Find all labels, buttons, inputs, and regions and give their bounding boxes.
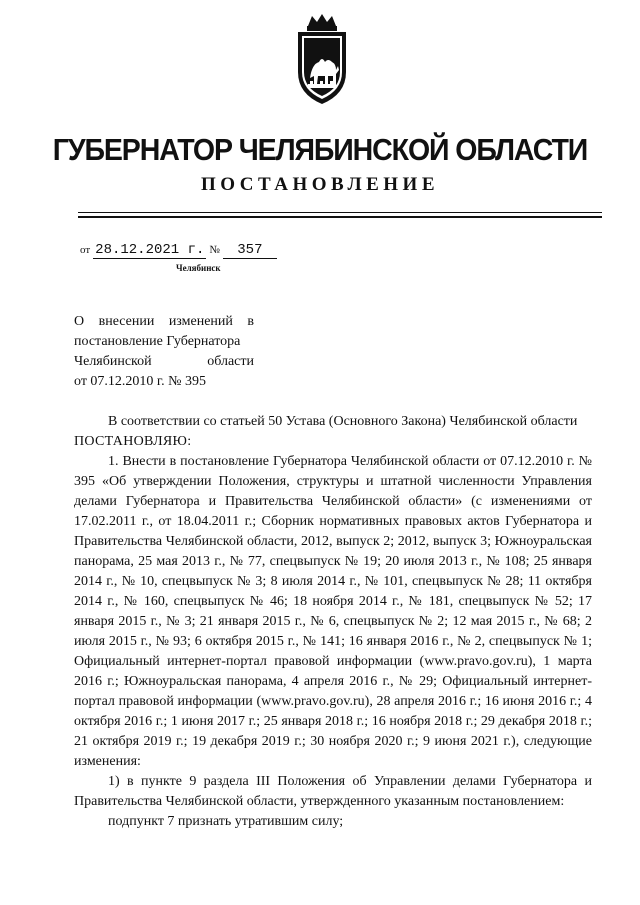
paragraph-subitem-1: 1) в пункте 9 раздела III Положения об Управлении делами Губернатора и Правительства Челябинской области, утвержденного указанным постановлением:: [74, 774, 592, 809]
subject-line: Челябинской области: [74, 354, 254, 369]
document-city: Челябинск: [176, 263, 221, 273]
subject-line: от 07.12.2010 г. № 395: [74, 374, 206, 389]
subject-line: постановление Губернатора: [74, 334, 241, 349]
header-divider-thin: [78, 212, 602, 213]
document-date: 28.12.2021 г.: [95, 242, 205, 258]
decree-heading: ПОСТАНОВЛЯЮ:: [74, 434, 192, 449]
subject-line: О внесении изменений в: [74, 314, 254, 329]
date-label: от: [80, 244, 91, 256]
document-meta: [80, 242, 277, 259]
emblem-icon: [292, 12, 352, 106]
document-body: [74, 412, 592, 832]
preamble: В соответствии со статьей 50 Устава (Основного Закона) Челябинской области: [108, 414, 578, 429]
document-title: ГУБЕРНАТОР ЧЕЛЯБИНСКОЙ ОБЛАСТИ: [52, 132, 588, 167]
document-subject: [74, 312, 254, 392]
paragraph-subsubitem: подпункт 7 признать утратившим силу;: [108, 814, 344, 829]
document-number: 357: [223, 242, 277, 259]
paragraph-item-1: 1. Внести в постановление Губернатора Челябинской области от 07.12.2010 г. № 395 «Об утверждении Положения, структуры и штатной численности Управления делами Губернатора и Правительства Челябинской области» (с изменениями от 17.02.2011 г., от 18.04.2011 г.; Сборник нормативных правовых актов Губернатора и Правительства Челябинской области, 2012, выпуск 2; 2012, выпуск 3; Южноуральская панорама, 25 мая 2013 г., № 77, спецвыпуск № 19; 20 июля 2013 г., № 108; 25 января 2014 г., № 10, спецвыпуск № 3; 8 июля 2014 г., № 101, спецвыпуск № 28; 11 октября 2014 г., № 160, спецвыпуск № 46; 18 ноября 2014 г., № 181, спецвыпуск № 52; 17 января 2015 г., № 3; 21 января 2015 г., № 6, спецвыпуск № 2; 12 мая 2015 г., № 68; 2 июля 2015 г., № 93; 6 октября 2015 г., № 141; 16 января 2016 г., № 2, спецвыпуск № 1; Официальный интернет-портал правовой информации (www.pravo.gov.ru), 1 марта 2016 г.; Южноуральская панорама, 4 апреля 2016 г., № 29; Официальный интернет-портал правовой информации (www.pravo.gov.ru), 28 апреля 2016 г.; 16 июня 2016 г.; 4 октября 2016 г.; 1 июня 2017 г.; 25 января 2018 г.; 16 ноября 2018 г.; 29 декабря 2018 г.; 21 октября 2019 г.; 19 декабря 2019 г.; 30 ноября 2020 г.; 9 июня 2021 г.), следующие изменения:: [74, 454, 592, 769]
header-divider-thick: [78, 216, 602, 218]
number-label: №: [209, 244, 220, 256]
document-type: ПОСТАНОВЛЕНИЕ: [200, 174, 440, 195]
